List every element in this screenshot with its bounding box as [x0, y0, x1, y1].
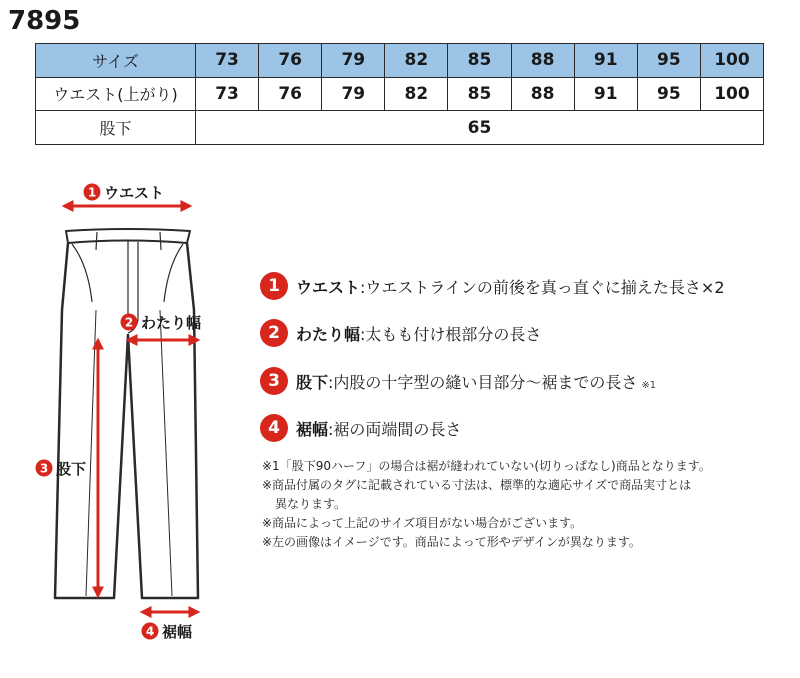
- size-cell: 91: [574, 44, 637, 78]
- waist-cell: 95: [637, 77, 700, 111]
- notes: [262, 457, 782, 552]
- product-code: 7895: [8, 6, 81, 36]
- inseam-row: [36, 111, 764, 145]
- legend-desc: 内股の十字型の縫い目部分〜裾までの長さ: [333, 372, 638, 392]
- legend-badge: 4: [260, 414, 288, 442]
- size-cell: 100: [700, 44, 763, 78]
- note-line: ※1「股下90ハーフ」の場合は裾が縫われていない(切りっぱなし)商品となります。: [262, 459, 711, 473]
- size-cell: 95: [637, 44, 700, 78]
- size-cell: 88: [511, 44, 574, 78]
- waist-label: ウエスト(上がり): [36, 77, 196, 111]
- callout-hem-text: 裾幅: [162, 623, 193, 641]
- legend-badge: 1: [260, 272, 288, 300]
- callout-thigh-num: 2: [124, 315, 134, 330]
- size-cell: 82: [385, 44, 448, 78]
- legend-desc: 太もも付け根部分の長さ: [365, 324, 542, 344]
- legend-item-waist: [260, 272, 725, 300]
- size-cell: 85: [448, 44, 511, 78]
- pants-diagram: [0, 170, 240, 650]
- callout-inseam-text: 股下: [56, 460, 87, 478]
- legend-badge: 2: [260, 319, 288, 347]
- callout-waist-num: 1: [87, 185, 97, 200]
- callout-hem-num: 4: [145, 624, 155, 639]
- callout-inseam: [36, 460, 87, 479]
- waist-cell: 76: [259, 77, 322, 111]
- callout-hem: [142, 623, 193, 642]
- callout-waist-text: ウエスト: [104, 184, 165, 202]
- note-line: ※左の画像はイメージです。商品によって形やデザインが異なります。: [262, 535, 641, 549]
- inseam-value: 65: [196, 111, 764, 145]
- pants-outline: [55, 229, 198, 598]
- waist-cell: 79: [322, 77, 385, 111]
- waist-cell: 100: [700, 77, 763, 111]
- legend-note-mark: ※1: [641, 379, 657, 391]
- legend-term: 裾幅: [296, 419, 329, 439]
- note-line: ※商品によって上記のサイズ項目がない場合がございます。: [262, 516, 583, 530]
- legend-sep: :: [328, 419, 334, 439]
- callout-waist: [84, 184, 165, 203]
- legend-term: ウエスト: [296, 277, 361, 297]
- legend-term: 股下: [296, 372, 329, 392]
- size-header-label: サイズ: [36, 44, 196, 78]
- waist-cell: 85: [448, 77, 511, 111]
- size-table: [35, 43, 764, 145]
- callout-thigh: [121, 314, 202, 333]
- legend-badge: 3: [260, 367, 288, 395]
- waist-cell: 88: [511, 77, 574, 111]
- note-line: 異なります。: [275, 497, 347, 511]
- legend-item-hem: [260, 414, 461, 442]
- legend-sep: :: [360, 324, 366, 344]
- note-line: ※商品付属のタグに記載されている寸法は、標準的な適応サイズで商品実寸とは: [262, 478, 692, 492]
- size-row: [36, 44, 764, 78]
- callout-inseam-num: 3: [39, 461, 49, 476]
- legend-item-thigh: [260, 319, 541, 347]
- waist-row: [36, 77, 764, 111]
- waist-cell: 82: [385, 77, 448, 111]
- callout-thigh-text: わたり幅: [141, 314, 202, 332]
- waist-cell: 73: [196, 77, 259, 111]
- legend-item-inseam: [260, 367, 656, 395]
- legend-term: わたり幅: [296, 324, 361, 344]
- legend-sep: :: [328, 372, 334, 392]
- size-cell: 79: [322, 44, 385, 78]
- size-cell: 73: [196, 44, 259, 78]
- size-cell: 76: [259, 44, 322, 78]
- waist-cell: 91: [574, 77, 637, 111]
- inseam-label: 股下: [36, 111, 196, 145]
- legend-desc: 裾の両端間の長さ: [333, 419, 462, 439]
- legend-sep: :: [360, 277, 366, 297]
- legend-desc: ウエストラインの前後を真っ直ぐに揃えた長さ×2: [365, 277, 725, 297]
